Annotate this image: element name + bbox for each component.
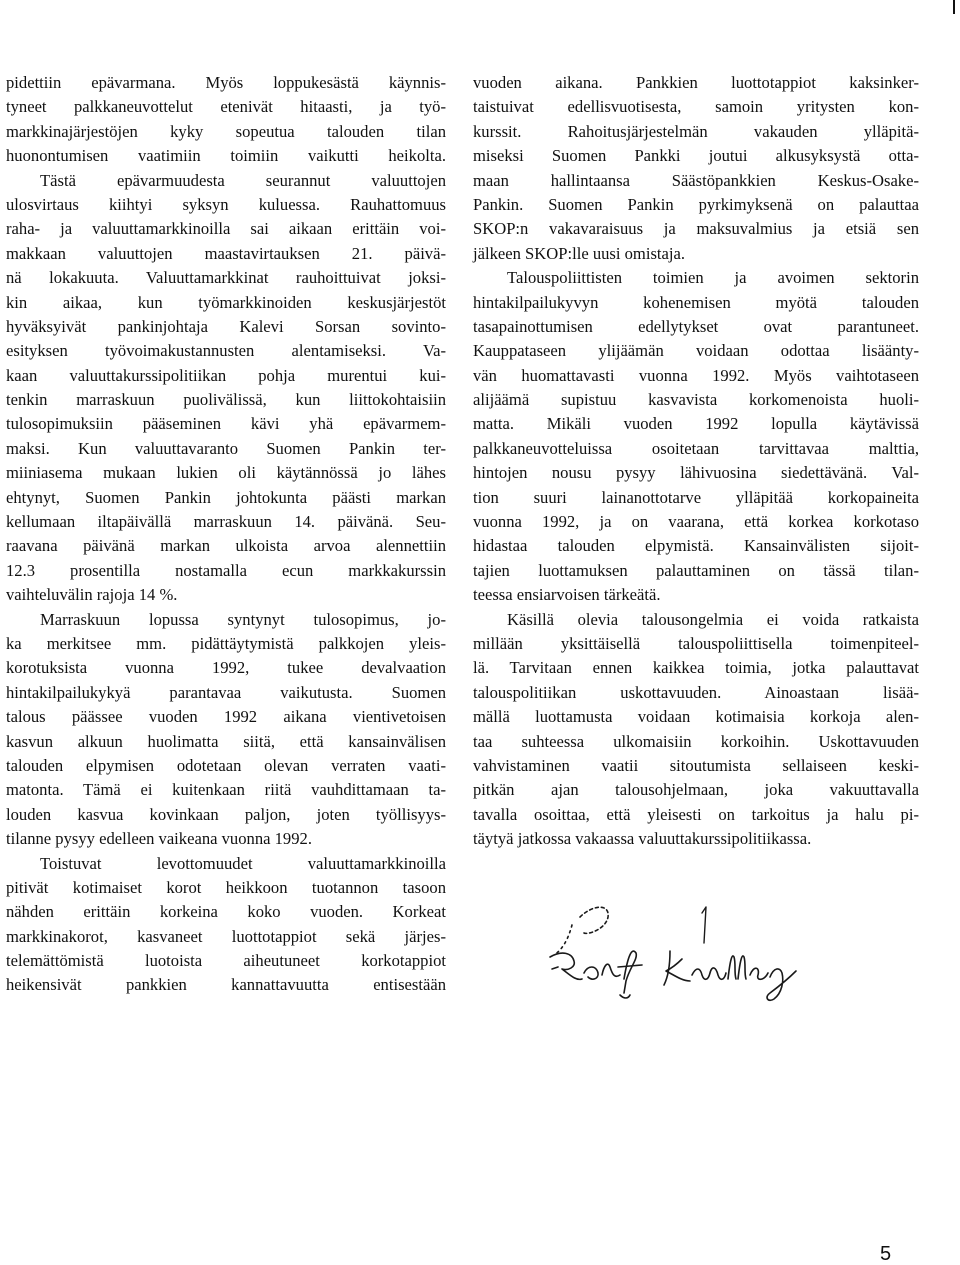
text-line: SKOP:n vakavaraisuus ja maksuvalmius ja etsiä sen	[473, 219, 919, 239]
page-number: 5	[880, 1243, 892, 1265]
text-line: matta. Mikäli vuoden 1992 lopulla käytävissä	[473, 414, 919, 434]
text-line: kin aikaa, kun työmarkkinoiden keskusjärjestöt	[6, 292, 446, 312]
text-line: tasapainottumisen edellytykset ovat parantuneet.	[473, 316, 919, 336]
text-line: louden kasvua kovinkaan paljon, joten työllisyys-	[6, 804, 446, 824]
text-line: korotuksista vuonna 1992, tukee devalvaation	[6, 658, 446, 678]
text-line: heikensivät pankkien kannattavuutta entisestään	[6, 975, 446, 995]
text-line: raavana päivänä markan ulkoista arvoa alennettiin	[6, 536, 446, 556]
text-line: jälkeen SKOP:lle uusi omistaja.	[473, 243, 686, 263]
text-line: Marraskuun lopussa syntynyt tulosopimus, jo-	[40, 609, 446, 629]
text-line: kasvun alkuun huolimatta siitä, että kansainvälisen	[6, 731, 446, 751]
left-text-column	[6, 71, 446, 998]
page-edge-mark	[953, 0, 955, 14]
text-line: kaan valuuttakurssipolitiikan pohja murentui kui-	[6, 365, 446, 385]
text-line: miiniasema mukaan lukien oli käytännössä jo lähes	[6, 463, 446, 483]
text-line: Tästä epävarmuudesta seurannut valuuttojen	[40, 170, 446, 190]
text-line: Toistuvat levottomuudet valuuttamarkkinoilla	[40, 853, 446, 873]
text-line: tavalla osoittaa, että yleisesti on tarkoitus ja halu pi-	[473, 804, 919, 824]
text-line: raha- ja valuuttamarkkinoilla sai aikaan erittäin voi-	[6, 219, 446, 239]
text-line: nä lokakuuta. Valuuttamarkkinat rauhoittuivat joksi-	[6, 268, 446, 288]
text-line: täytyä jatkossa vakaassa valuuttakurssipolitiikassa.	[473, 829, 812, 849]
text-line: Pankin. Suomen Pankin pyrkimyksenä on palauttaa	[473, 194, 919, 214]
text-line: taistuivat edellisvuotisesta, samoin yritysten kon-	[473, 97, 919, 117]
text-line: huonontumisen vaatimiin toimiin vaikutti heikolta.	[6, 146, 446, 166]
text-line: hintakilpailukyvyn kohenemisen myötä talouden	[473, 292, 919, 312]
text-line: tion suuri lainanottotarve ylläpitää korkopaineita	[473, 487, 919, 507]
text-line: telemättömistä luotoista aiheutuneet korkotappiot	[6, 951, 446, 971]
text-line: pidettiin epävarmana. Myös loppukesästä käynnis-	[6, 73, 446, 92]
text-line: hyväksyivät pankinjohtaja Kalevi Sorsan sovinto-	[6, 316, 446, 336]
text-line: hidastaa talouden elpymistä. Kansainvälisten sijoit-	[473, 536, 919, 556]
text-line: vuoden aikana. Pankkien luottotappiot kaksinker-	[473, 73, 919, 92]
text-line: markkinajärjestöjen kyky sopeutua talouden tilan	[6, 121, 446, 141]
text-line: ulosvirtaus kiihtyi syksyn kuluessa. Rauhattomuus	[6, 194, 446, 214]
text-line: maksi. Kun valuuttavaranto Suomen Pankin ter-	[6, 438, 446, 458]
text-line: kellumaan iltapäivällä marraskuun 14. päivänä. Seu-	[6, 512, 446, 532]
text-line: hintakilpailukykyä parantavaa vaikutusta. Suomen	[6, 682, 446, 702]
handwritten-signature	[532, 895, 862, 1005]
text-line: esityksen työvoimakustannusten alentamiseksi. Va-	[6, 341, 446, 361]
text-line: miseksi Suomen Pankki joutui alkusyksystä otta-	[473, 146, 919, 166]
text-line: mällä luottamusta voidaan kotimaisia korkoja alen-	[473, 707, 919, 727]
text-line: pitkän ajan talousohjelmaan, joka vakuuttavalla	[473, 780, 919, 800]
text-line: Kauppataseen ylijäämän voidaan odottaa lisäänty-	[473, 341, 919, 361]
text-line: talouspolitiikan uskottavuuden. Ainoastaan lisää-	[473, 682, 919, 702]
text-line: matonta. Tämä ei kuitenkaan riitä vauhdittamaan ta-	[6, 780, 446, 800]
text-line: Talouspoliittisten toimien ja avoimen sektorin	[507, 268, 919, 288]
text-line: lä. Tarvitaan ennen kaikkea toimia, jotka palauttavat	[473, 658, 919, 678]
text-line: vahvistaminen vaatii sitoutumista sellaiseen keski-	[473, 755, 919, 775]
text-line: talouden elpymisen odotetaan olevan verraten vaati-	[6, 755, 446, 775]
text-line: tulosopimuksiin pääseminen kävi yhä epävarmem-	[6, 414, 446, 434]
text-line: kurssit. Rahoitusjärjestelmän vakauden ylläpitä-	[473, 121, 919, 141]
text-line: teessa ensiarvoisen tärkeätä.	[473, 585, 661, 605]
text-line: vaihteluvälin rajoja 14 %.	[6, 585, 178, 605]
text-line: tenkin marraskuun puolivälissä, kun liittokohtaisiin	[6, 390, 446, 410]
text-line: ehtynyt, Suomen Pankin johtokunta päästi markan	[6, 487, 446, 507]
text-line: tyneet palkkaneuvottelut etenivät hitaasti, ja työ-	[6, 97, 446, 117]
text-line: markkinakorot, kasvaneet luottotappiot sekä järjes-	[6, 926, 446, 946]
text-line: nähden erittäin korkeina koko vuoden. Korkeat	[6, 902, 446, 922]
text-line: ka merkitsee mm. pidättäytymistä palkkojen yleis-	[6, 633, 446, 653]
text-line: palkkaneuvotteluissa osoitetaan tarvittavaa malttia,	[473, 438, 919, 458]
text-line: millään yksittäisellä talouspoliittisella toimenpiteel-	[473, 633, 919, 653]
text-line: makkaan valuuttojen maastavirtauksen 21. päivä-	[6, 243, 446, 263]
text-line: maan hallintaansa Säästöpankkien Keskus-Osake-	[473, 170, 919, 190]
text-line: alijäämä supistuu kasvavista korkomenoista huoli-	[473, 390, 919, 410]
text-line: vuonna 1992, ja on vaarana, että korkea korkotaso	[473, 512, 919, 532]
right-text-column	[473, 71, 919, 852]
text-line: talous päässee vuoden 1992 aikana vientivetoisen	[6, 707, 446, 727]
text-line: Käsillä olevia talousongelmia ei voida ratkaista	[507, 609, 919, 629]
text-line: tajien luottamuksen palauttaminen on tässä tilan-	[473, 560, 919, 580]
text-line: taa suhteessa ulkomaisiin korkoihin. Uskottavuuden	[473, 731, 919, 751]
text-line: 12.3 prosentilla nostamalla ecun markkakurssin	[6, 560, 446, 580]
text-line: vän huomattavasti vuonna 1992. Myös vaihtotaseen	[473, 365, 919, 385]
text-line: hintojen nousu pysyy lähivuosina siedettävänä. Val-	[473, 463, 919, 483]
text-line: tilanne pysyy edelleen vaikeana vuonna 1992.	[6, 829, 312, 849]
text-line: pitivät kotimaiset korot heikkoon tuotannon tasoon	[6, 877, 446, 897]
